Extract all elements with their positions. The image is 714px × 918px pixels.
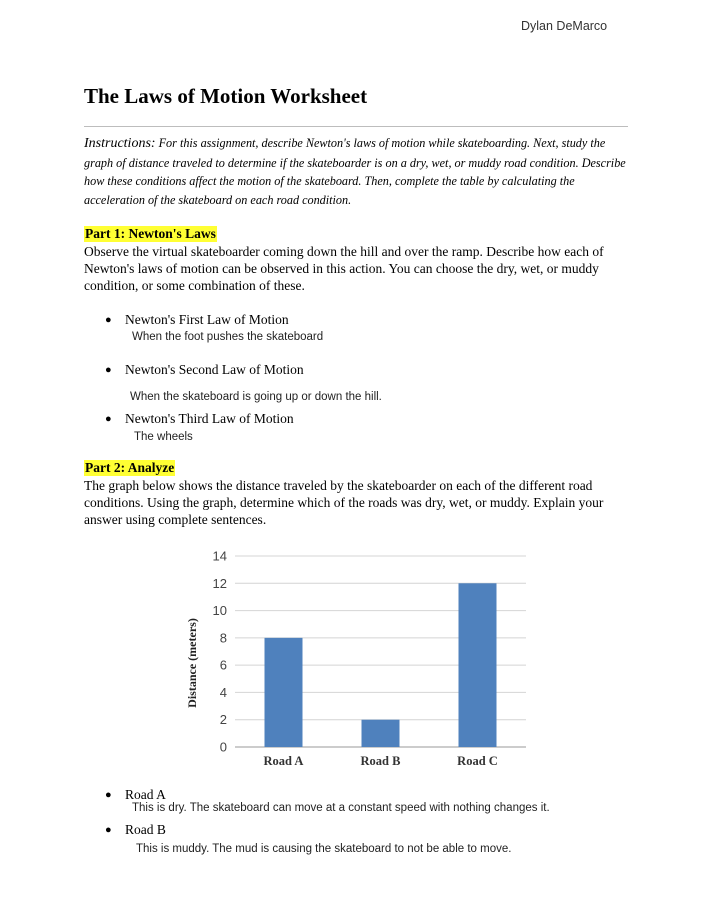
bullet-second-law [105, 361, 304, 379]
distance-bar-chart [180, 542, 540, 772]
bullet-dot: ● [105, 364, 112, 376]
answer-road-b: This is muddy. The mud is causing the skateboard to not be able to move. [136, 843, 512, 855]
chart-x-tick-label: Road A [263, 754, 304, 768]
bullet-dot: ● [105, 824, 112, 836]
answer-second-law: When the skateboard is going up or down the hill. [130, 391, 382, 403]
part1-intro: Observe the virtual skateboarder coming down the hill and over the ramp. Describe how each of Newton's laws of motion can be observed in this action. You can choose the dry, wet, or muddy condition, or some combination of these. [84, 244, 604, 293]
chart-y-tick-label: 10 [212, 603, 227, 619]
bullet-label: Road B [125, 822, 166, 837]
instructions-text: For this assignment, describe Newton's laws of motion while skateboarding. Next, study the graph of distance traveled to determine if the skateboarder is on a dry, wet, or muddy road condition. Describe how these conditions affect the motion of the skateboard. Then, complete the table by calculating the acceleration of the skateboard on each road condition. [84, 136, 626, 207]
part2-heading: Part 2: Analyze [85, 460, 175, 475]
chart-y-tick-label: 4 [219, 684, 227, 700]
answer-first-law: When the foot pushes the skateboard [132, 331, 324, 343]
bullet-label: Newton's Second Law of Motion [125, 362, 304, 377]
chart-y-axis-label: Distance (meters) [185, 618, 199, 708]
bullet-label: Road A [125, 787, 166, 802]
chart-x-tick-label: Road B [360, 754, 401, 768]
answer-third-law: The wheels [134, 431, 193, 443]
chart-bar-road-b [362, 720, 400, 747]
bullet-third-law [105, 410, 294, 428]
chart-y-tick-label: 0 [219, 739, 227, 755]
author-name: Dylan DeMarco [521, 19, 608, 33]
bullet-road-b [105, 821, 166, 839]
title-divider [84, 126, 628, 127]
chart-y-tick-label: 2 [219, 712, 227, 728]
chart-y-tick-label: 8 [219, 630, 227, 646]
chart-bar-road-a [265, 638, 303, 747]
chart-y-tick-label: 6 [219, 657, 227, 673]
part1-heading: Part 1: Newton's Laws [85, 226, 216, 241]
bullet-label: Newton's First Law of Motion [125, 312, 289, 327]
bullet-dot: ● [105, 314, 112, 326]
part2-intro: The graph below shows the distance traveled by the skateboarder on each of the different road conditions. Using the graph, determine which of the roads was dry, wet, or muddy. Explain your answer using complete sentences. [84, 478, 604, 527]
chart-x-tick-labels [264, 754, 498, 768]
answer-road-a: This is dry. The skateboard can move at a constant speed with nothing changes it. [132, 802, 550, 814]
chart-bar-road-c [459, 583, 497, 747]
instructions [84, 134, 632, 209]
page-title: The Laws of Motion Worksheet [84, 84, 368, 108]
bullet-dot: ● [105, 413, 112, 425]
instructions-lead: Instructions: [84, 136, 156, 151]
chart-y-tick-label: 12 [212, 575, 227, 591]
chart-y-tick-label: 14 [212, 548, 227, 564]
chart-y-tick-labels [213, 549, 227, 755]
bullet-first-law [105, 311, 289, 329]
chart-x-tick-label: Road C [457, 754, 498, 768]
bullet-dot: ● [105, 789, 112, 801]
bullet-label: Newton's Third Law of Motion [125, 411, 294, 426]
